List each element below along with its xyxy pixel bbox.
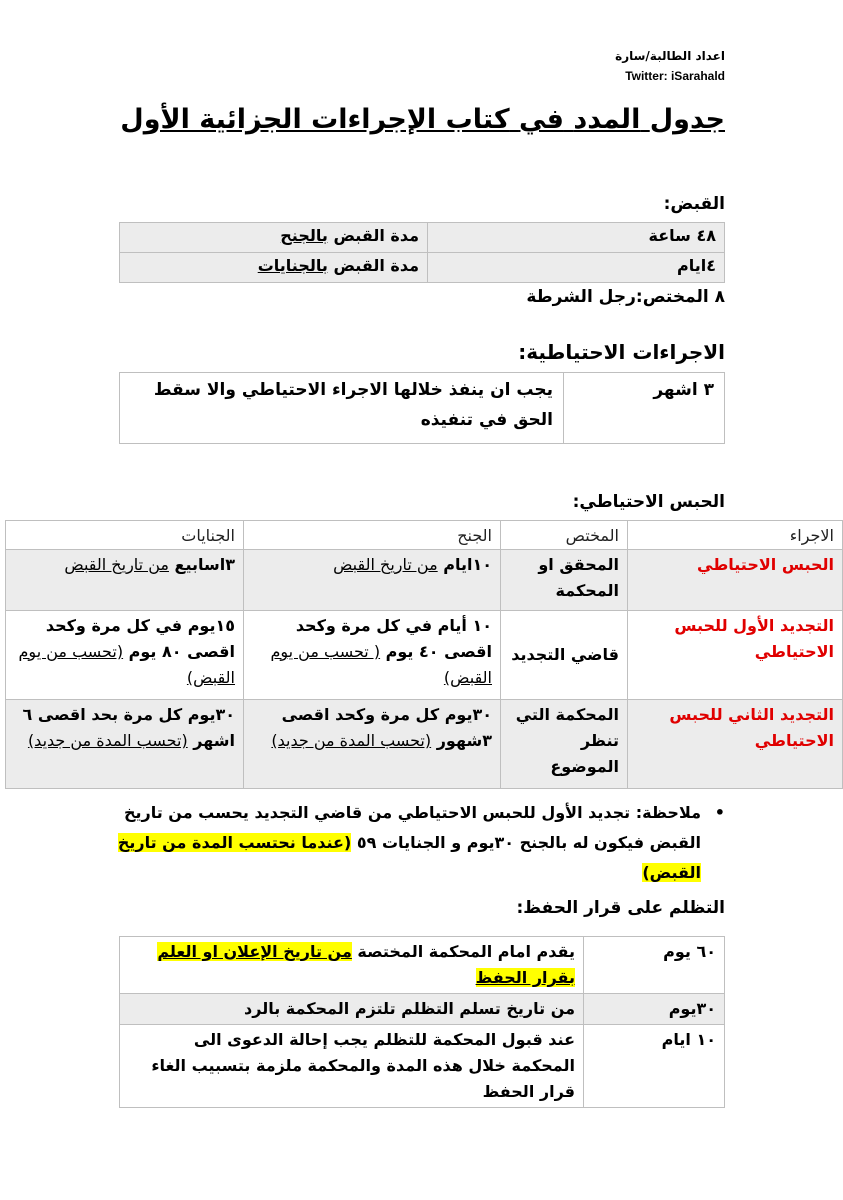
procedure-cell: التجديد الثاني للحبس الاحتياطي [628, 700, 843, 789]
title-word-2: المدد [573, 104, 641, 135]
felony-cell: ٣٠يوم كل مرة بحد اقصى ٦ اشهر (تحسب المدة من جديد) [6, 700, 244, 789]
detention-heading: الحبس الاحتياطي: [572, 492, 725, 512]
grievance-period: ٦٠ يوم [584, 937, 725, 994]
bullet-icon: • [714, 803, 725, 822]
arrest-table [119, 222, 725, 283]
table-row [120, 994, 725, 1025]
table-row [120, 937, 725, 994]
procedure-cell: الحبس الاحتياطي [628, 550, 843, 611]
detention-header-row [6, 521, 843, 550]
grievance-desc: يقدم امام المحكمة المختصة من تاريخ الإعلان او العلم بقرار الحفظ [120, 937, 584, 994]
felony-cell: ١٥يوم في كل مرة وكحد اقصى ٨٠ يوم (تحسب من يوم القبض) [6, 611, 244, 700]
author-twitter: Twitter: iSarahald [625, 69, 725, 83]
arrest-period: ٤ايام [428, 253, 725, 283]
author-block [615, 46, 725, 86]
grievance-table [119, 936, 725, 1108]
procedure-cell: التجديد الأول للحبس الاحتياطي [628, 611, 843, 700]
grievance-desc: عند قبول المحكمة للتظلم يجب إحالة الدعوى الى المحكمة خلال هذه المدة والمحكمة ملزمة بتسبيب الغاء قرار الحفظ [120, 1025, 584, 1108]
grievance-heading: التظلم على قرار الحفظ: [516, 898, 725, 918]
table-row [120, 1025, 725, 1108]
author-name: اعداد الطالبة/سارة [615, 49, 725, 63]
table-row [120, 253, 725, 283]
note-text: ملاحظة: تجديد الأول للحبس الاحتياطي من قاضي التجديد يحسب من تاريخ القبض فيكون له بالجنح ٣٠يوم و الجنايات ٥٩ (عندما نحتسب المدة من تاريخ القبض) [117, 803, 701, 882]
header-misdemeanors: الجنح [244, 521, 501, 550]
title-word-1: جدول [649, 104, 725, 135]
table-row [6, 550, 843, 611]
table-row [120, 373, 725, 444]
arrest-desc: مدة القبض بالجنح [120, 223, 428, 253]
precautionary-period: ٣ اشهر [564, 373, 725, 444]
misdemeanor-cell: ٣٠يوم كل مرة وكحد اقصى ٣شهور (تحسب المدة من جديد) [244, 700, 501, 789]
competent-cell: المحقق او المحكمة [501, 550, 628, 611]
precautionary-table [119, 372, 725, 444]
competent-cell: قاضي التجديد [501, 611, 628, 700]
precautionary-heading: الاجراءات الاحتياطية: [518, 340, 725, 364]
title-word-3: في [518, 104, 564, 135]
header-felonies: الجنايات [6, 521, 244, 550]
arrest-competent: ٨ المختص:رجل الشرطة [526, 287, 725, 307]
header-competent: المختص [501, 521, 628, 550]
arrest-heading: القبض: [663, 194, 725, 214]
note-block [85, 798, 725, 888]
title-rest: كتاب الإجراءات الجزائية الأول [120, 104, 510, 135]
note-highlight: (عندما نحتسب المدة من تاريخ القبض) [117, 833, 701, 882]
grievance-desc: من تاريخ تسلم التظلم تلتزم المحكمة بالرد [120, 994, 584, 1025]
table-row [120, 223, 725, 253]
precautionary-desc: يجب ان ينفذ خلالها الاجراء الاحتياطي والا سقط الحق في تنفيذه [120, 373, 564, 444]
table-row [6, 611, 843, 700]
table-row [6, 700, 843, 789]
misdemeanor-cell: ١٠ايام من تاريخ القبض [244, 550, 501, 611]
competent-cell: المحكمة التي تنظر الموضوع [501, 700, 628, 789]
misdemeanor-cell: ١٠ أيام في كل مرة وكحد اقصى ٤٠ يوم ( تحسب من يوم القبض) [244, 611, 501, 700]
arrest-period: ٤٨ ساعة [428, 223, 725, 253]
grievance-period: ٣٠يوم [584, 994, 725, 1025]
detention-table [5, 520, 843, 789]
page-title [120, 104, 725, 135]
felony-cell: ٣اسابيع من تاريخ القبض [6, 550, 244, 611]
grievance-period: ١٠ ايام [584, 1025, 725, 1108]
arrest-desc: مدة القبض بالجنايات [120, 253, 428, 283]
header-procedure: الاجراء [628, 521, 843, 550]
